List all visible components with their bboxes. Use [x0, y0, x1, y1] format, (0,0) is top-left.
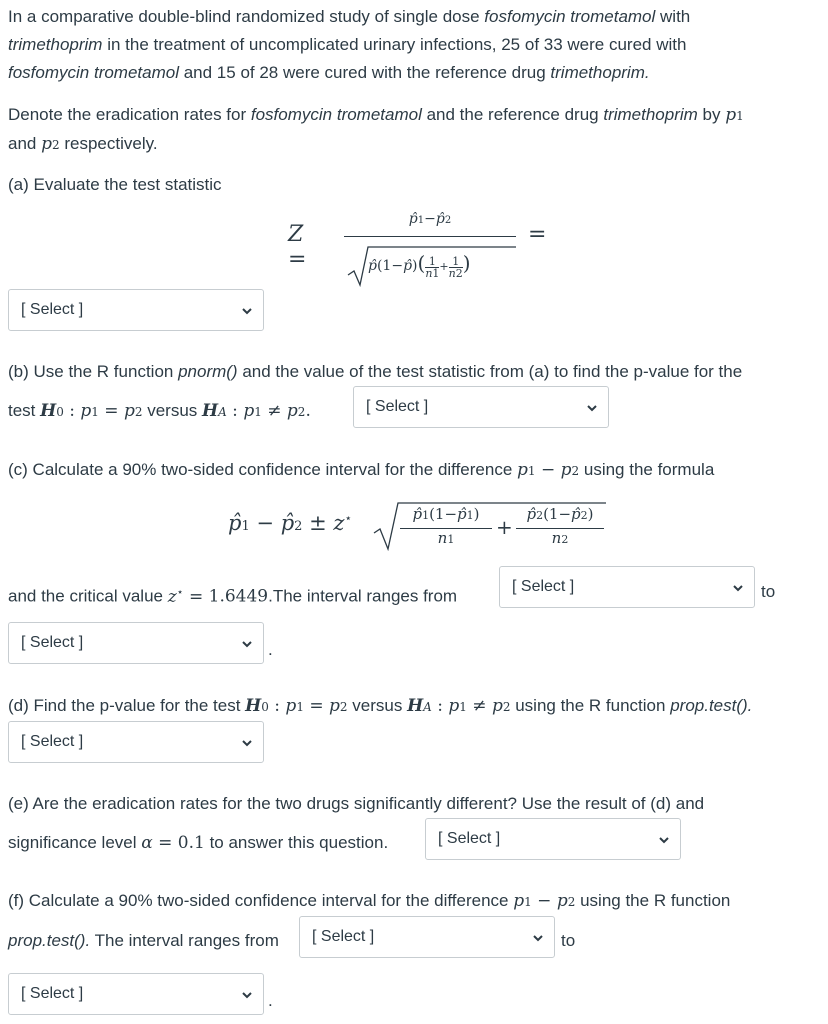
part-c-upper-select[interactable]: [ Select ]: [8, 622, 264, 664]
part-f-text: (f) Calculate a 90% two-sided confidence interval for the difference p1 − p2 using the R function: [8, 891, 731, 911]
part-f-to: to: [561, 931, 576, 950]
denote-paragraph: Denote the eradication rates for fosfomycin trometamol and the reference drug trimethoprim by p1 and p2 respectively.: [8, 105, 744, 154]
part-d-text: (d) Find the p-value for the test H0 : p1 = p2 versus HA : p1 ≠ p2 using the R function prop.test().: [8, 696, 753, 716]
part-a-select[interactable]: [ Select ]: [8, 289, 264, 331]
part-b-text: (b) Use the R function pnorm() and the value of the test statistic from (a) to find the p-value for the: [8, 362, 743, 381]
part-f-lower-select[interactable]: [ Select ]: [299, 916, 555, 958]
chevron-down-icon: [241, 989, 253, 1001]
part-f-range-text: prop.test(). The interval ranges from: [8, 931, 279, 950]
part-e-significance: significance level α = 0.1 to answer this question.: [8, 833, 389, 853]
part-c-critical: and the critical value z⋆ = 1.6449.The interval ranges from: [8, 585, 458, 607]
chevron-down-icon: [241, 638, 253, 650]
part-e-text: (e) Are the eradication rates for the two drugs significantly different? Use the result of (d) and: [8, 794, 705, 813]
drug-b-name: trimethoprim: [8, 35, 103, 54]
part-b-hypothesis: test H0 : p1 = p2 versus HA : p1 ≠ p2.: [8, 401, 311, 421]
drug-a-name: fosfomycin trometamol: [484, 7, 656, 26]
part-d-select[interactable]: [ Select ]: [8, 721, 264, 763]
chevron-down-icon: [658, 834, 670, 846]
chevron-down-icon: [586, 402, 598, 414]
part-a-label: (a) Evaluate the test statistic: [8, 175, 222, 194]
part-c-lower-select[interactable]: [ Select ]: [499, 566, 755, 608]
part-c-text: (c) Calculate a 90% two-sided confidence interval for the difference p1 − p2 using the formula: [8, 460, 715, 480]
part-b-select[interactable]: [ Select ]: [353, 386, 609, 428]
part-c-to: to: [761, 582, 776, 601]
chevron-down-icon: [732, 582, 744, 594]
part-f-upper-select[interactable]: [ Select ]: [8, 973, 264, 1015]
chevron-down-icon: [241, 737, 253, 749]
chevron-down-icon: [241, 305, 253, 317]
chevron-down-icon: [532, 932, 544, 944]
part-e-select[interactable]: [ Select ]: [425, 818, 681, 860]
problem-intro: In a comparative double-blind randomized study of single dose fosfomycin trometamol with trimethoprim in the treatment of uncomplicated urinary infections, 25 of 33 were cured with fosfomycin trometamol and 15 of 28 were cured with the reference drug trimethoprim.: [8, 7, 691, 82]
